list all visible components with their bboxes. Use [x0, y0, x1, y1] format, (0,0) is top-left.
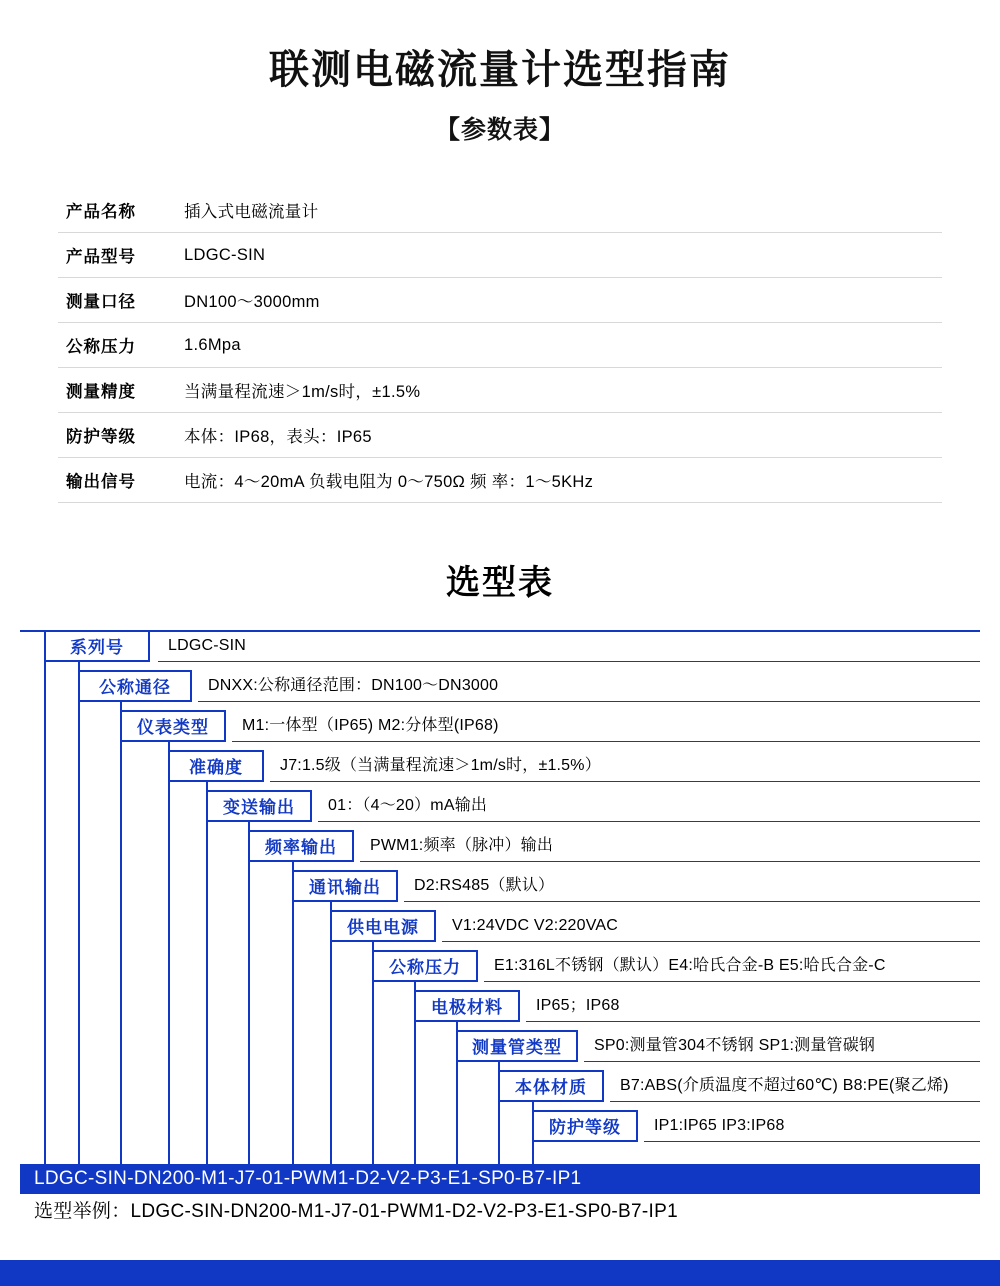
parameter-table	[58, 188, 942, 503]
selection-key: 系列号	[44, 630, 150, 662]
selection-key: 测量管类型	[456, 1030, 578, 1062]
selection-row	[20, 1070, 980, 1110]
param-label: 防护等级	[66, 428, 136, 446]
selection-row	[20, 790, 980, 830]
param-value: 当满量程流速＞1m/s时，±1.5%	[184, 383, 421, 401]
selection-row	[20, 1030, 980, 1070]
param-value: DN100～3000mm	[184, 293, 320, 311]
table-row	[58, 233, 942, 278]
page-subtitle: 【参数表】	[434, 116, 565, 144]
param-value: 电流：4～20mA 负载电阻为 0～750Ω 频 率：1～5KHz	[184, 473, 594, 491]
result-example: 选型举例：LDGC-SIN-DN200-M1-J7-01-PWM1-D2-V2-P3-E1-SP0-B7-IP1	[34, 1201, 678, 1222]
param-value: 1.6Mpa	[184, 335, 241, 354]
selection-key: 电极材料	[414, 990, 520, 1022]
selection-diagram	[20, 630, 980, 1222]
selection-row	[20, 950, 980, 990]
table-row	[58, 278, 942, 323]
param-value: LDGC-SIN	[184, 245, 266, 264]
param-value: 插入式电磁流量计	[184, 203, 319, 221]
selection-value: E1:316L不锈钢（默认）E4:哈氏合金-B E5:哈氏合金-C	[484, 950, 980, 982]
selection-key: 通讯输出	[292, 870, 398, 902]
selection-value: 01：（4～20）mA输出	[318, 790, 980, 822]
param-label: 输出信号	[66, 473, 136, 491]
page-title: 联测电磁流量计选型指南	[269, 48, 731, 92]
selection-row	[20, 750, 980, 790]
selection-value: V1:24VDC V2:220VAC	[442, 910, 980, 942]
param-value: 本体：IP68，表头：IP65	[184, 428, 372, 446]
selection-row	[20, 990, 980, 1030]
table-row	[58, 413, 942, 458]
selection-key: 频率输出	[248, 830, 354, 862]
selection-value: B7:ABS(介质温度不超过60℃) B8:PE(聚乙烯)	[610, 1070, 980, 1102]
selection-row	[20, 630, 980, 670]
selection-key: 变送输出	[206, 790, 312, 822]
table-row	[58, 323, 942, 368]
selection-key: 公称压力	[372, 950, 478, 982]
selection-value: IP1:IP65 IP3:IP68	[644, 1110, 980, 1142]
selection-row	[20, 910, 980, 950]
selection-row	[20, 670, 980, 710]
selection-section-title: 选型表	[446, 564, 554, 602]
param-label: 公称压力	[66, 338, 136, 356]
selection-row	[20, 710, 980, 750]
selection-key: 本体材质	[498, 1070, 604, 1102]
selection-value: SP0:测量管304不锈钢 SP1:测量管碳钢	[584, 1030, 980, 1062]
selection-row	[20, 1110, 980, 1150]
selection-value: D2:RS485（默认）	[404, 870, 980, 902]
param-label: 产品型号	[66, 248, 136, 266]
selection-value: IP65；IP68	[526, 990, 980, 1022]
result-code-bar: LDGC-SIN-DN200-M1-J7-01-PWM1-D2-V2-P3-E1-SP0-B7-IP1	[20, 1164, 980, 1194]
selection-key: 准确度	[168, 750, 264, 782]
bottom-accent-band	[0, 1260, 1000, 1286]
selection-key: 防护等级	[532, 1110, 638, 1142]
selection-row	[20, 830, 980, 870]
selection-value: J7:1.5级（当满量程流速＞1m/s时，±1.5%）	[270, 750, 980, 782]
page-header	[0, 0, 1000, 146]
selection-value: M1:一体型（IP65) M2:分体型(IP68)	[232, 710, 980, 742]
selection-value: DNXX:公称通径范围：DN100～DN3000	[198, 670, 980, 702]
param-label: 测量精度	[66, 383, 136, 401]
table-row	[58, 368, 942, 413]
selection-key: 公称通径	[78, 670, 192, 702]
selection-key: 仪表类型	[120, 710, 226, 742]
param-label: 测量口径	[66, 293, 136, 311]
table-row	[58, 188, 942, 233]
selection-value: PWM1:频率（脉冲）输出	[360, 830, 980, 862]
selection-key: 供电电源	[330, 910, 436, 942]
param-label: 产品名称	[66, 203, 136, 221]
selection-value: LDGC-SIN	[158, 630, 980, 662]
selection-row	[20, 870, 980, 910]
table-row	[58, 458, 942, 503]
